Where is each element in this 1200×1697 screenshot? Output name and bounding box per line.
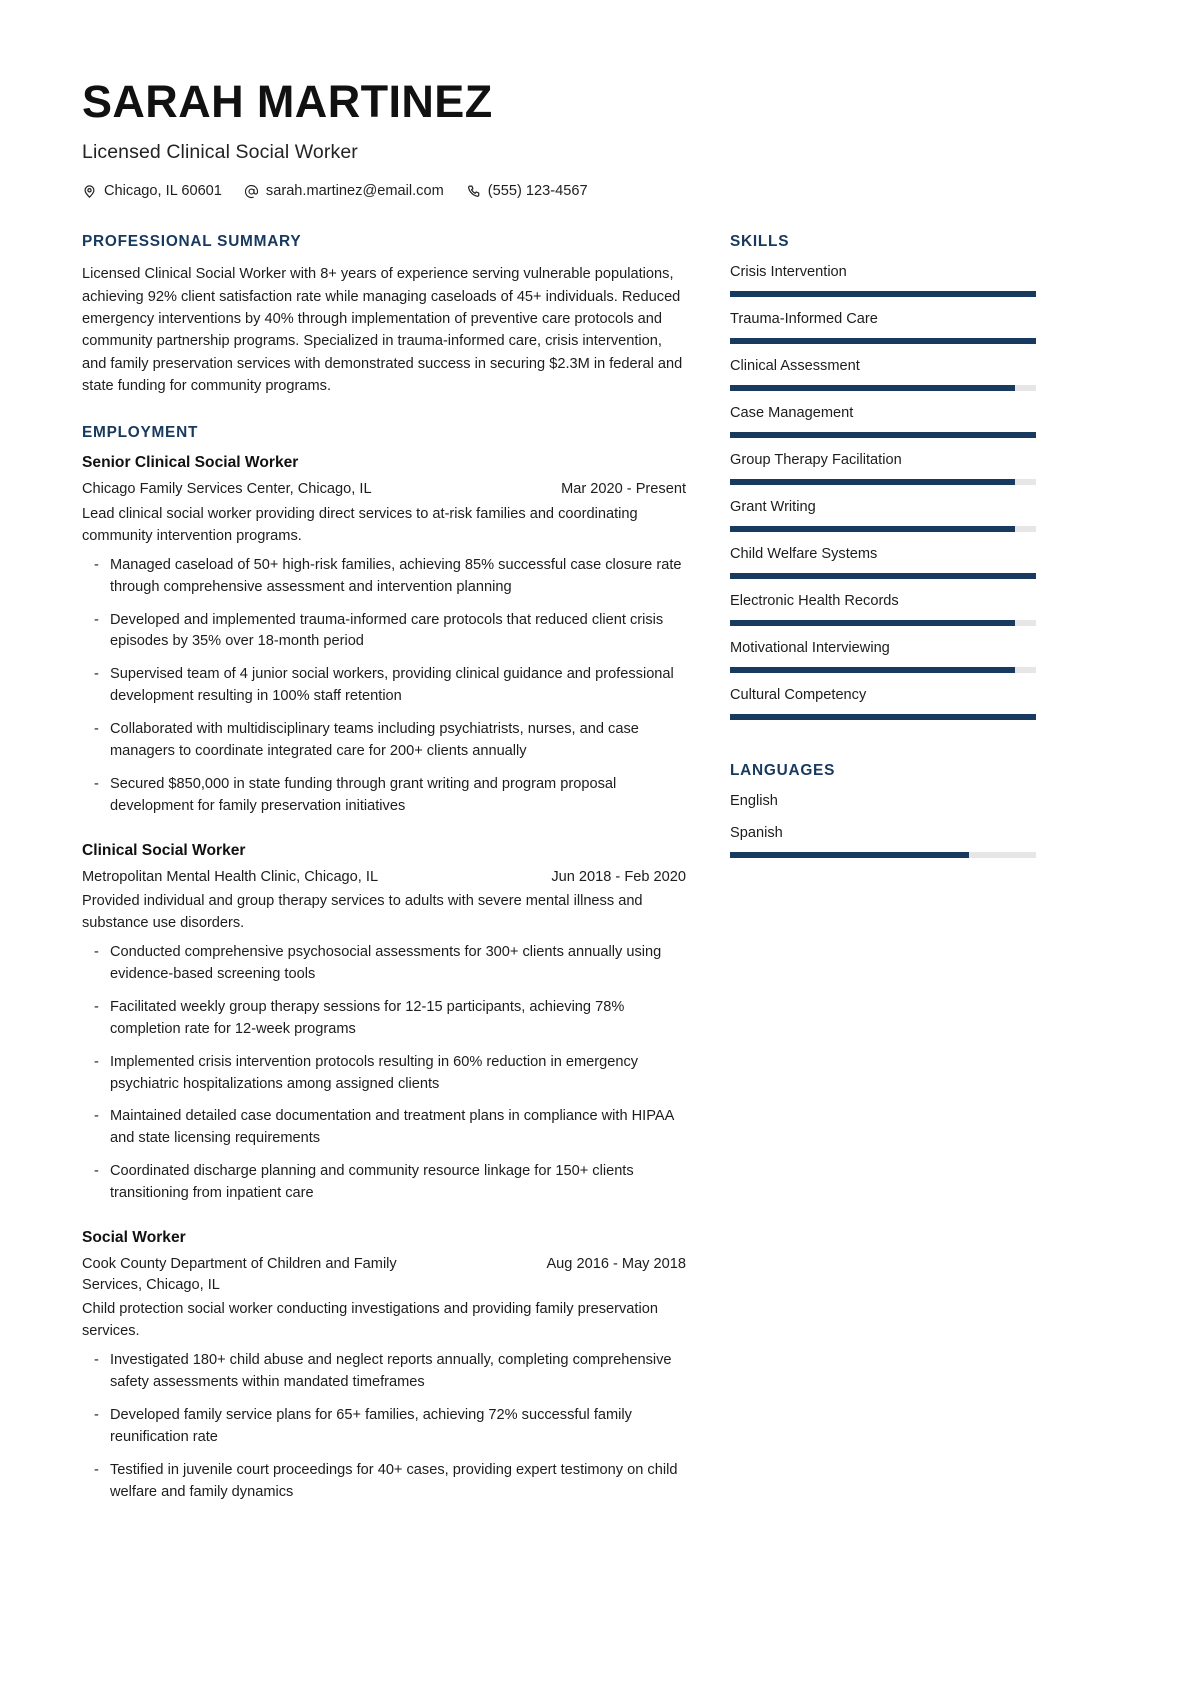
contact-row (82, 183, 1028, 199)
section-heading-skills: SKILLS (730, 233, 790, 251)
skill-item (730, 545, 1036, 579)
candidate-job-title: Licensed Clinical Social Worker (82, 141, 358, 164)
skill-label: Child Welfare Systems (730, 546, 878, 563)
employment-meta (82, 867, 686, 888)
languages-list (730, 792, 1036, 858)
employment-list (82, 454, 686, 1503)
employment-bullet: - Developed family service plans for 65+ families, achieving 72% successful family reunification rate (82, 1405, 686, 1449)
section-languages (730, 762, 1036, 858)
location-pin-icon (82, 184, 97, 199)
employment-dates: Mar 2020 - Present (561, 481, 686, 498)
skill-label: Cultural Competency (730, 686, 867, 703)
employment-bullet-list (82, 555, 686, 818)
language-level-bar (730, 852, 1036, 858)
section-heading-employment: EMPLOYMENT (82, 424, 199, 442)
skill-item (730, 639, 1036, 673)
skill-level-fill (730, 620, 1015, 626)
summary-text: Licensed Clinical Social Worker with 8+ years of experience serving vulnerable populations, achieving 92% client satisfaction rate while managing caseloads of 45+ individuals. Reduced emergency interventions by 40% through implementation of preventive care protocols and community partnership programs. Specialized in trauma-informed care, crisis intervention, and family preservation services with demonstrated success in securing $2.3M in federal and state funding for community programs. (82, 266, 683, 394)
language-label: Spanish (730, 824, 783, 841)
employment-entry (82, 842, 686, 1205)
skill-level-fill (730, 432, 1036, 438)
employment-company: Cook County Department of Children and Family Services, Chicago, IL (82, 1256, 397, 1293)
language-item (730, 824, 1036, 858)
employment-entry (82, 454, 686, 817)
skill-level-fill (730, 526, 1015, 532)
skill-label: Grant Writing (730, 499, 816, 516)
skill-level-bar (730, 620, 1036, 626)
contact-location (82, 183, 222, 199)
skill-item (730, 263, 1036, 297)
employment-bullet: - Facilitated weekly group therapy sessions for 12-15 participants, achieving 78% completion rate for 12-week programs (82, 997, 686, 1041)
employment-meta (82, 479, 686, 500)
section-professional-summary (82, 233, 686, 397)
employment-bullet: - Collaborated with multidisciplinary teams including psychiatrists, nurses, and case managers to coordinate integrated care for 200+ clients annually (82, 719, 686, 763)
at-sign-icon (244, 184, 259, 199)
employment-company: Metropolitan Mental Health Clinic, Chicago, IL (82, 868, 379, 885)
employment-bullet: - Investigated 180+ child abuse and neglect reports annually, completing comprehensive safety assessments within mandated timeframes (82, 1350, 686, 1394)
skill-label: Clinical Assessment (730, 358, 860, 375)
skill-level-fill (730, 338, 1036, 344)
employment-bullet: - Managed caseload of 50+ high-risk families, achieving 85% successful case closure rate through comprehensive assessment and intervention planning (82, 555, 686, 599)
skill-item (730, 592, 1036, 626)
employment-bullet: - Secured $850,000 in state funding through grant writing and program proposal development for family preservation initiatives (82, 774, 686, 818)
language-label: English (730, 792, 778, 809)
employment-bullet: - Supervised team of 4 junior social workers, providing clinical guidance and professional development resulting in 100% staff retention (82, 664, 686, 708)
skill-item (730, 451, 1036, 485)
employment-company: Chicago Family Services Center, Chicago, IL (82, 481, 372, 498)
employment-bullet: - Implemented crisis intervention protocols resulting in 60% reduction in emergency psychiatric hospitalizations among assigned clients (82, 1052, 686, 1096)
employment-role: Clinical Social Worker (82, 841, 246, 859)
skill-level-fill (730, 385, 1015, 391)
skill-level-bar (730, 338, 1036, 344)
resume-body (82, 233, 1028, 1530)
section-heading-summary: PROFESSIONAL SUMMARY (82, 233, 302, 251)
section-heading-languages: LANGUAGES (730, 761, 836, 779)
skill-level-bar (730, 479, 1036, 485)
skill-level-bar (730, 714, 1036, 720)
skill-level-fill (730, 714, 1036, 720)
contact-phone (466, 183, 588, 199)
skill-level-fill (730, 291, 1036, 297)
skill-label: Electronic Health Records (730, 593, 899, 610)
employment-entry (82, 1229, 686, 1504)
contact-email-text: sarah.martinez@email.com (265, 183, 444, 200)
skill-label: Motivational Interviewing (730, 640, 890, 656)
phone-icon (466, 184, 481, 199)
skill-item (730, 404, 1036, 438)
section-employment (82, 424, 686, 1503)
side-column (730, 233, 1036, 885)
main-column (82, 233, 686, 1530)
language-item (730, 792, 1036, 811)
employment-bullet: - Maintained detailed case documentation and treatment plans in compliance with HIPAA and state licensing requirements (82, 1106, 686, 1150)
employment-bullet: - Conducted comprehensive psychosocial assessments for 300+ clients annually using evidence-based screening tools (82, 942, 686, 986)
employment-role: Senior Clinical Social Worker (82, 454, 299, 472)
employment-role: Social Worker (82, 1229, 186, 1247)
employment-bullet-list (82, 942, 686, 1205)
skill-level-fill (730, 667, 1015, 673)
skill-item (730, 498, 1036, 532)
skill-level-bar (730, 667, 1036, 673)
skill-level-fill (730, 573, 1036, 579)
contact-phone-text: (555) 123-4567 (487, 183, 588, 200)
employment-bullet: - Coordinated discharge planning and community resource linkage for 150+ clients transitioning from inpatient care (82, 1161, 686, 1205)
skill-item (730, 310, 1036, 344)
skill-item (730, 686, 1036, 720)
contact-location-text: Chicago, IL 60601 (104, 183, 222, 200)
employment-description: Child protection social worker conducting investigations and providing family preservation services. (82, 1301, 658, 1340)
skill-level-bar (730, 432, 1036, 438)
skill-item (730, 357, 1036, 391)
resume-header (82, 78, 1028, 199)
skill-label: Crisis Intervention (730, 264, 847, 281)
candidate-name: SARAH MARTINEZ (82, 76, 493, 127)
contact-email (244, 183, 444, 199)
skill-level-fill (730, 479, 1015, 485)
employment-dates: Jun 2018 - Feb 2020 (551, 868, 686, 885)
employment-description: Provided individual and group therapy services to adults with severe mental illness and substance use disorders. (82, 893, 643, 932)
section-skills (730, 233, 1036, 720)
employment-bullet: - Testified in juvenile court proceedings for 40+ cases, providing expert testimony on child welfare and family dynamics (82, 1460, 686, 1504)
employment-dates: Aug 2016 - May 2018 (546, 1256, 686, 1273)
skills-list (730, 263, 1036, 720)
language-level-fill (730, 852, 969, 858)
skill-level-bar (730, 385, 1036, 391)
employment-description: Lead clinical social worker providing direct services to at-risk families and coordinating community intervention programs. (82, 505, 638, 544)
skill-level-bar (730, 291, 1036, 297)
skill-label: Trauma-Informed Care (730, 311, 878, 328)
skill-level-bar (730, 526, 1036, 532)
skill-label: Group Therapy Facilitation (730, 452, 902, 469)
employment-bullet-list (82, 1350, 686, 1503)
employment-bullet: - Developed and implemented trauma-informed care protocols that reduced client crisis episodes by 35% over 18-month period (82, 610, 686, 654)
employment-meta (82, 1254, 686, 1295)
skill-level-bar (730, 573, 1036, 579)
skill-label: Case Management (730, 405, 854, 422)
